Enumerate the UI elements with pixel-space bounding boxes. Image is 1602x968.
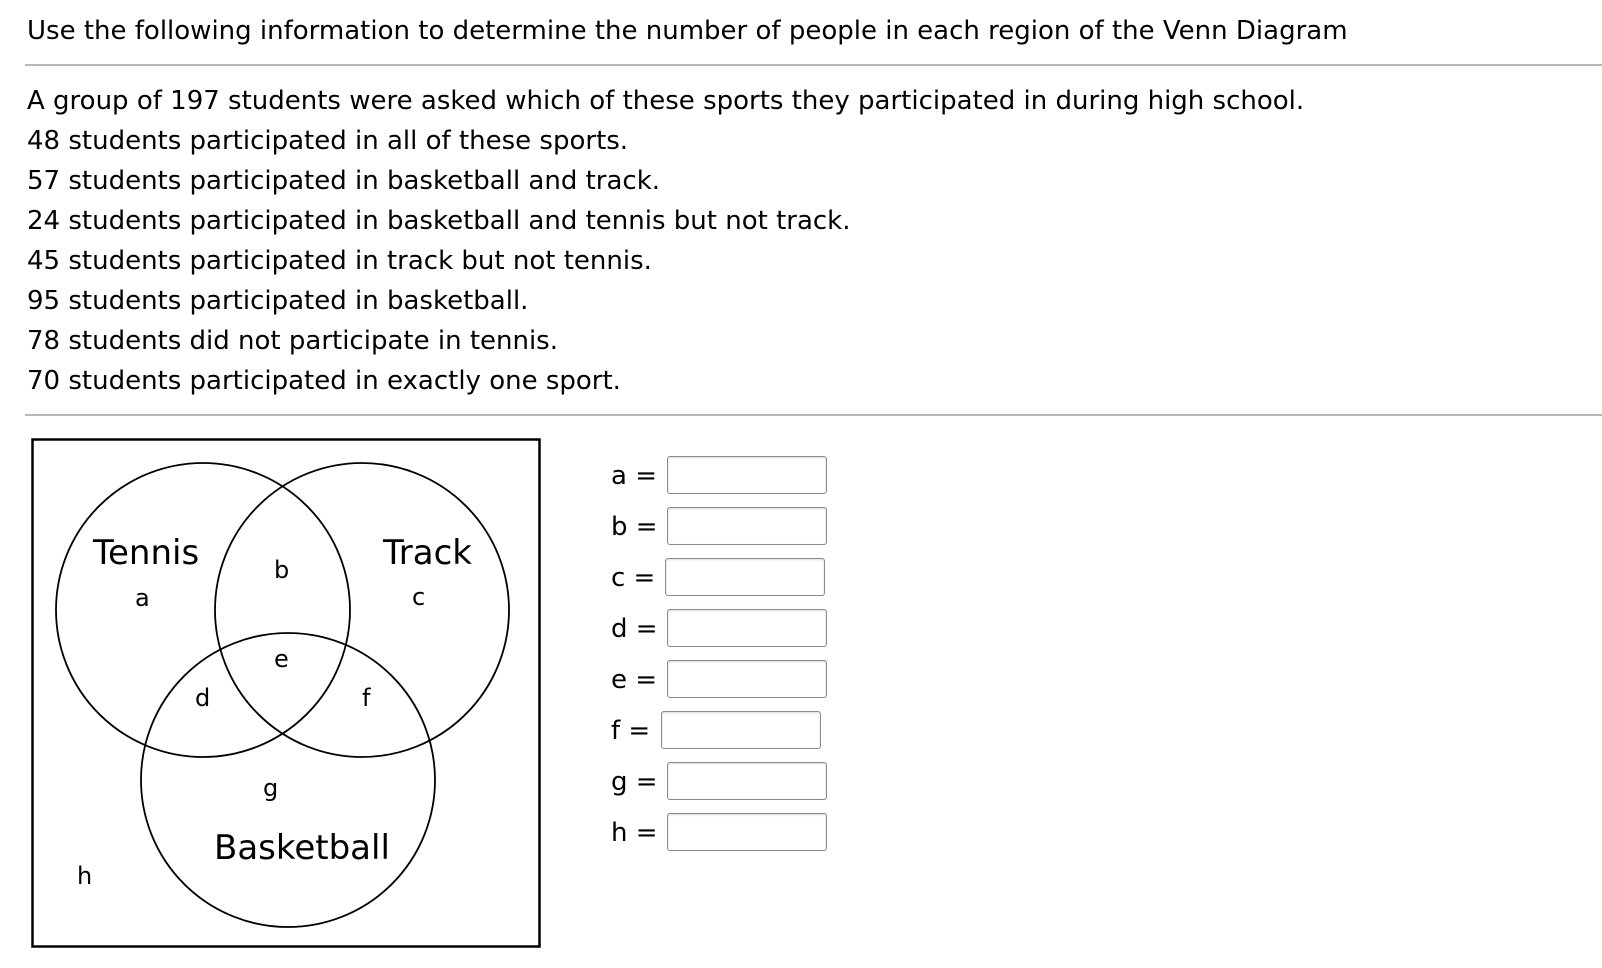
region-label-g: g [263,774,279,802]
statement-item: 24 students participated in basketball and tennis but not track. [27,206,851,236]
track-set-label: Track [383,533,472,573]
answer-label-h: h = [611,818,658,848]
answer-label-e: e = [611,665,658,695]
question-title: Use the following information to determine the number of people in each region of the Venn Diagram [27,16,1348,46]
statement-item: 95 students participated in basketball. [27,286,529,316]
answer-input-a[interactable] [667,456,827,494]
basketball-set-label: Basketball [214,828,390,868]
statement-item: 57 students participated in basketball and track. [27,166,661,196]
region-label-c: c [412,583,426,611]
venn-diagram [31,438,541,948]
answer-input-d[interactable] [667,609,827,647]
statement-item: 45 students participated in track but not tennis. [27,246,652,276]
statement-item: A group of 197 students were asked which of these sports they participated in during high school. [27,86,1305,116]
divider-top [25,64,1602,66]
answer-label-g: g = [611,767,658,797]
answer-label-f: f = [611,716,651,746]
statement-list [27,86,1304,406]
region-label-h: h [77,862,93,890]
track-circle [215,463,509,757]
statement-item: 78 students did not participate in tennis. [27,326,558,356]
divider-bottom [25,414,1602,416]
region-label-f: f [362,684,371,712]
region-label-b: b [274,556,290,584]
tennis-circle [56,463,350,757]
statement-item: 48 students participated in all of these sports. [27,126,629,156]
region-label-a: a [135,584,150,612]
answer-input-g[interactable] [667,762,827,800]
answer-input-c[interactable] [665,558,825,596]
region-label-d: d [195,684,211,712]
statement-item: 70 students participated in exactly one sport. [27,366,621,396]
tennis-set-label: Tennis [93,533,200,573]
answer-label-d: d = [611,614,658,644]
answer-input-e[interactable] [667,660,827,698]
answer-input-b[interactable] [667,507,827,545]
answer-label-c: c = [611,563,656,593]
universe-rectangle [33,440,540,947]
basketball-circle [141,633,435,927]
answer-label-b: b = [611,512,658,542]
answer-label-a: a = [611,461,657,491]
answer-input-f[interactable] [661,711,821,749]
answer-input-h[interactable] [667,813,827,851]
region-label-e: e [274,645,289,673]
